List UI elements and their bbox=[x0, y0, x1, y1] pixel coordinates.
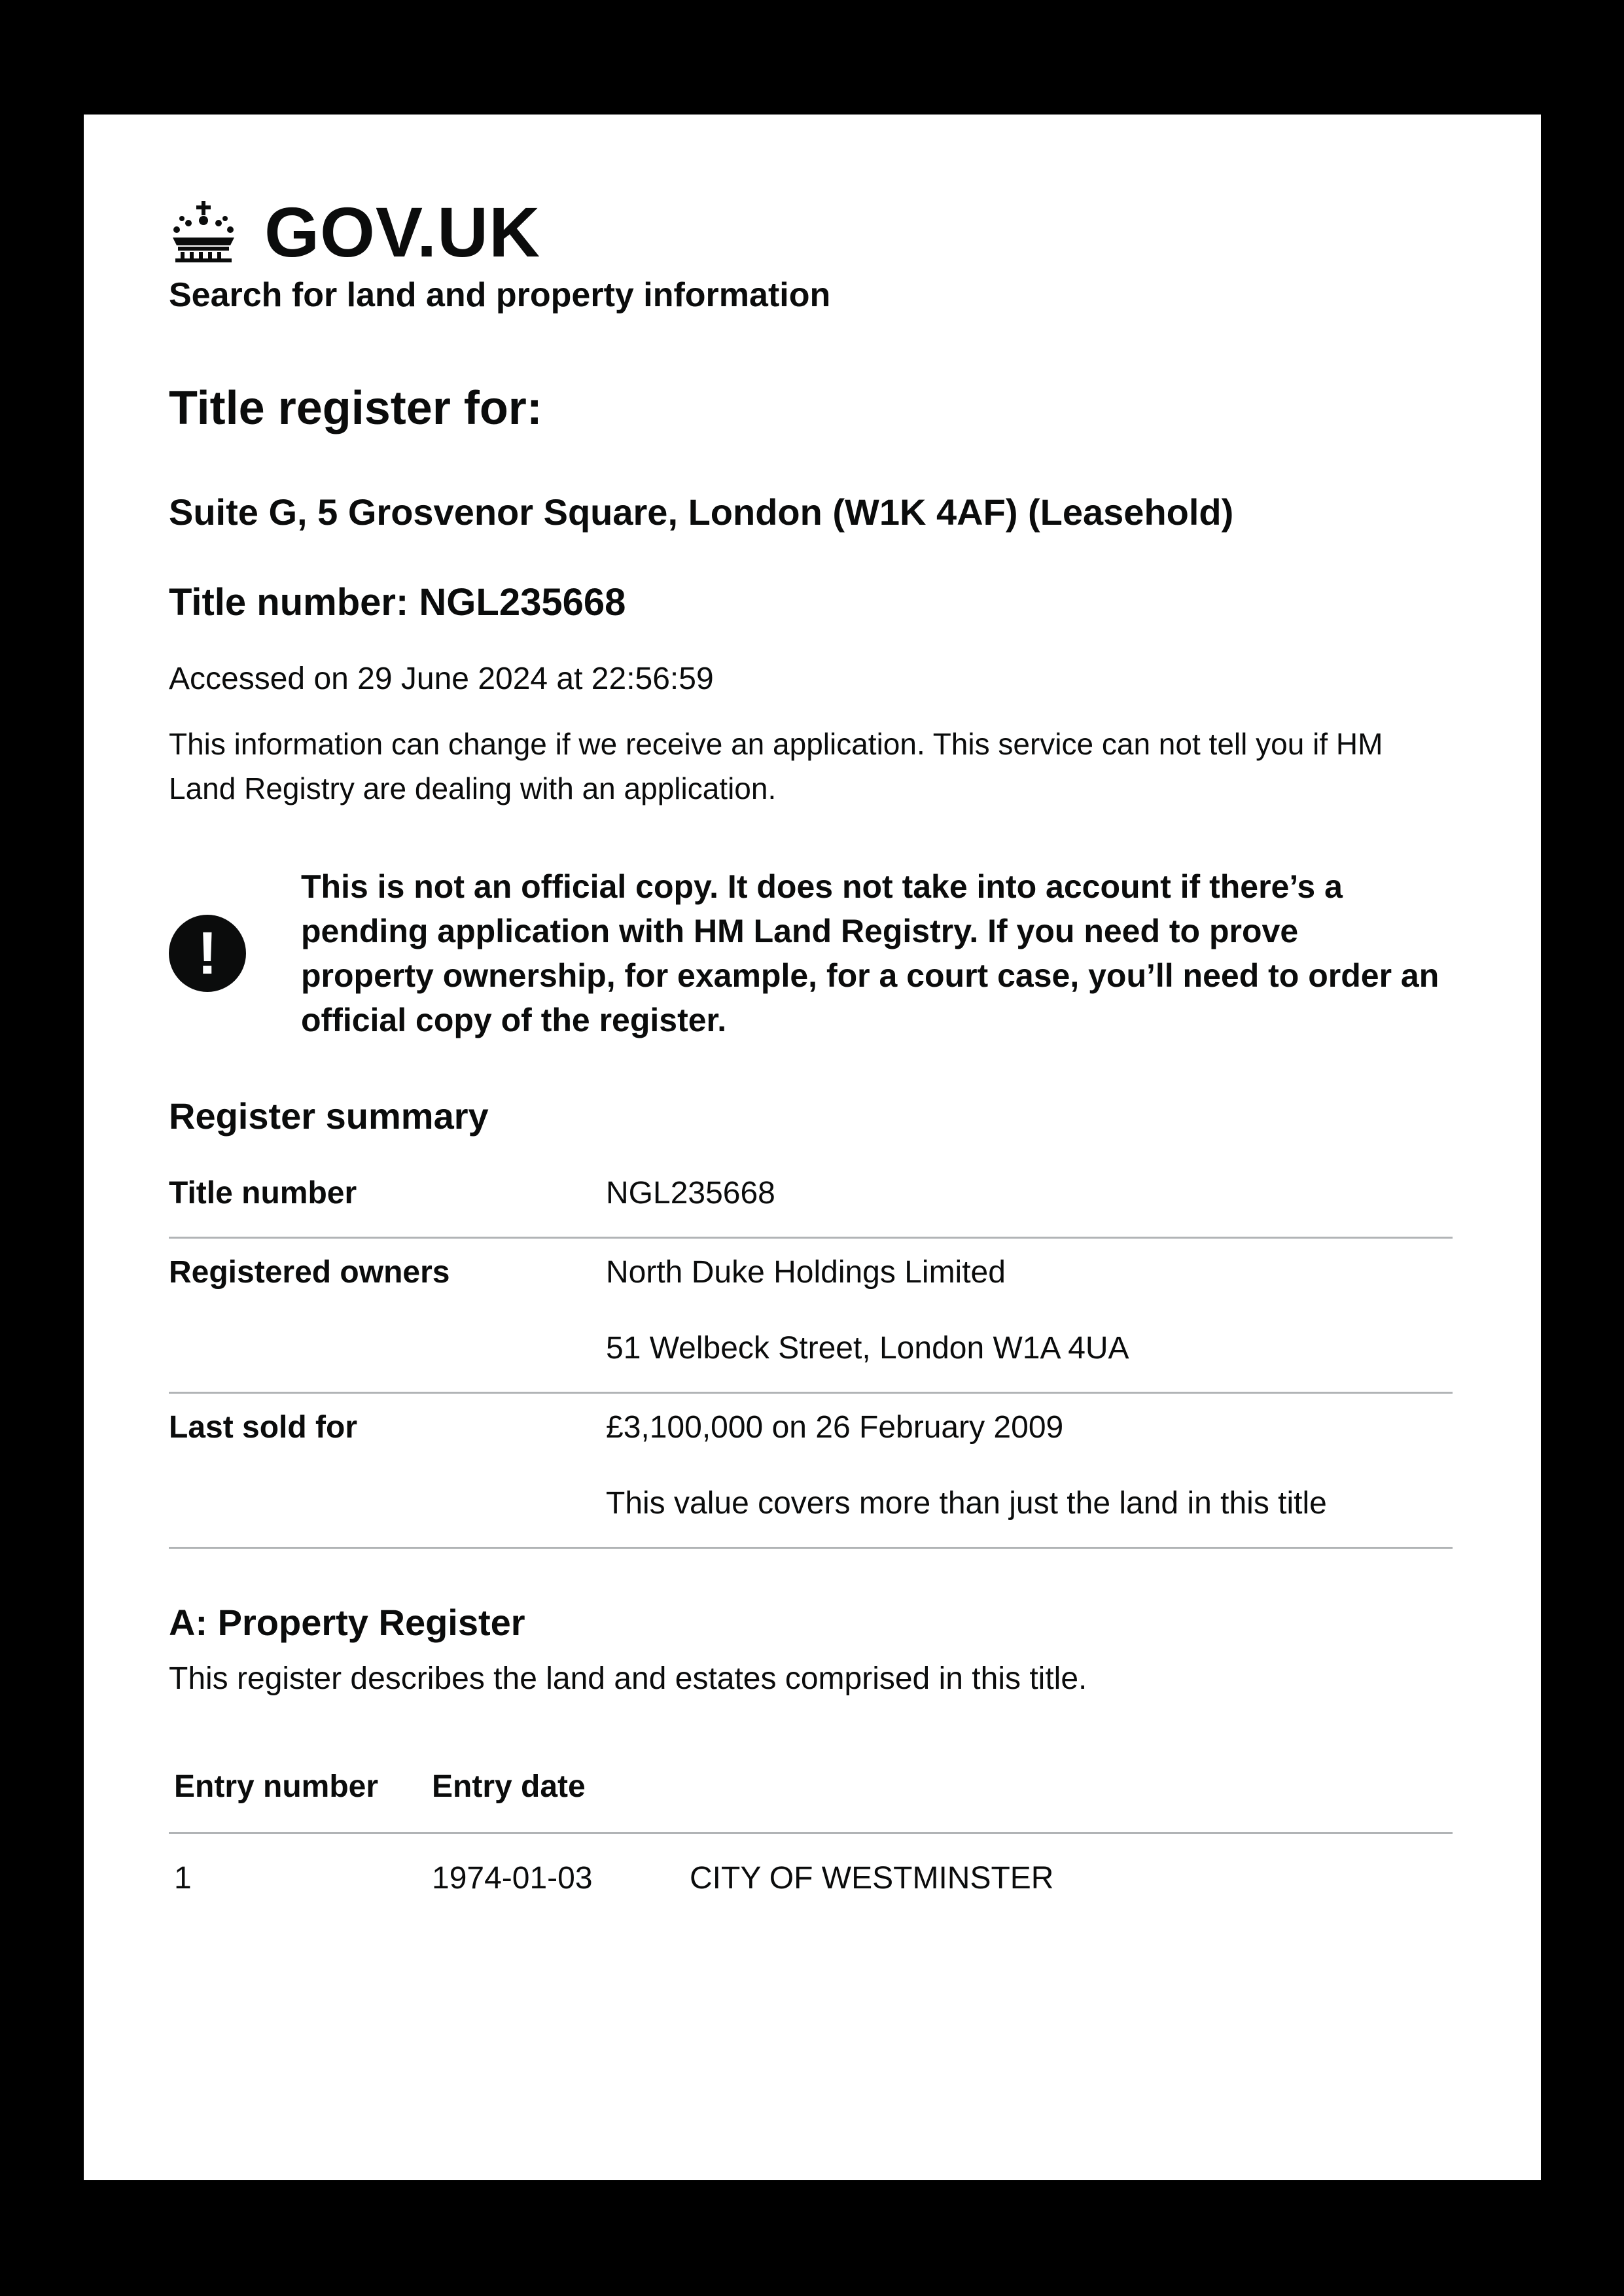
main-content bbox=[169, 193, 1453, 1896]
accessed-timestamp: Accessed on 29 June 2024 at 22:56:59 bbox=[169, 662, 714, 697]
owner-name: North Duke Holdings Limited bbox=[606, 1255, 1006, 1290]
summary-row-title-number bbox=[169, 1174, 1453, 1239]
brand-name: GOV.UK bbox=[264, 192, 541, 272]
summary-value bbox=[606, 1174, 1453, 1213]
summary-value bbox=[606, 1253, 1453, 1368]
summary-key: Registered owners bbox=[169, 1255, 450, 1290]
govuk-logo[interactable] bbox=[169, 193, 1453, 272]
property-address: Suite G, 5 Grosvenor Square, London (W1K 4AF) (Leasehold) bbox=[169, 491, 1234, 533]
page-title: Title register for: bbox=[169, 382, 542, 434]
info-text: This information can change if we receive an application. This service can not tell you if HM Land Registry are dealing with an application. bbox=[169, 727, 1383, 806]
warning-text: This is not an official copy. It does not take into account if there’s a pending application with HM Land Registry. If you need to prove property ownership, for example, for a court case, you’ll need to order an official copy of the register. bbox=[301, 868, 1439, 1039]
table-header-row bbox=[169, 1769, 1453, 1833]
title-number-value: NGL235668 bbox=[606, 1176, 775, 1211]
entry-date: 1974-01-03 bbox=[432, 1861, 593, 1896]
column-header-entry-date: Entry date bbox=[432, 1769, 690, 1833]
entry-number: 1 bbox=[174, 1861, 192, 1896]
summary-value bbox=[606, 1408, 1453, 1523]
property-register-heading: A: Property Register bbox=[169, 1602, 525, 1644]
summary-row-registered-owners bbox=[169, 1239, 1453, 1394]
title-number-heading: Title number: NGL235668 bbox=[169, 581, 626, 624]
owner-address: 51 Welbeck Street, London W1A 4UA bbox=[606, 1331, 1129, 1366]
summary-key: Title number bbox=[169, 1176, 357, 1211]
entries-table bbox=[169, 1769, 1453, 1896]
summary-key: Last sold for bbox=[169, 1410, 358, 1445]
summary-row-last-sold bbox=[169, 1394, 1453, 1549]
property-register-description: This register describes the land and estates comprised in this title. bbox=[169, 1661, 1087, 1697]
register-summary-heading: Register summary bbox=[169, 1095, 489, 1137]
service-name[interactable]: Search for land and property information bbox=[169, 276, 831, 314]
page bbox=[84, 115, 1541, 2180]
table-row bbox=[169, 1833, 1453, 1897]
entry-text: CITY OF WESTMINSTER bbox=[690, 1861, 1054, 1896]
last-sold-price: £3,100,000 on 26 February 2009 bbox=[606, 1410, 1064, 1445]
summary-list bbox=[169, 1174, 1453, 1549]
exclamation-icon: ! bbox=[169, 915, 246, 992]
column-header-entry-number: Entry number bbox=[169, 1769, 432, 1833]
last-sold-note: This value covers more than just the land in this title bbox=[606, 1486, 1327, 1521]
column-header-entry-text bbox=[690, 1769, 1453, 1833]
crown-icon bbox=[169, 201, 238, 264]
warning-callout bbox=[169, 864, 1453, 1042]
